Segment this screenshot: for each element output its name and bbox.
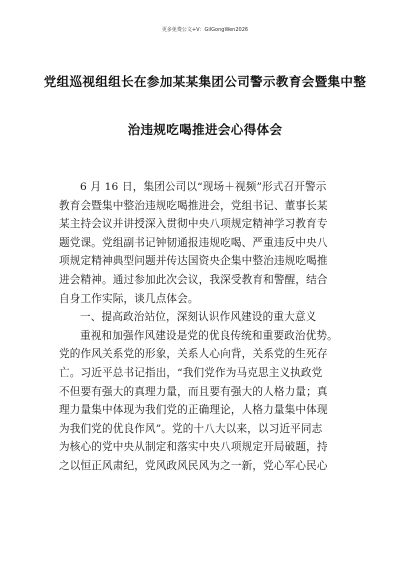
section-heading: 一、提高政治站位，深刻认识作风建设的重大意义	[80, 311, 317, 324]
body-line: 为核心的党中央从制定和落实中央八项规定开局破题，持	[59, 441, 328, 454]
body-line: 进会精神。通过参加此次会议，我深受教育和警醒，结合	[59, 273, 328, 286]
header-note: 更多免费公文+V：GilGongWen2026	[161, 27, 249, 33]
body-line: 为我们党的优良作风”。党的十八大以来，以习近平同志	[59, 422, 323, 435]
body-line: 项规定精神典型问题并传达国资央企集中整治违规吃喝推	[59, 255, 328, 268]
document-title-line-1: 党组巡视组组长在参加某某集团公司警示教育会暨集中整	[43, 74, 367, 89]
document-title-line-2: 治违规吃喝推进会心得体会	[127, 122, 283, 137]
body-line: 重视和加强作风建设是党的优良传统和重要政治优势。	[80, 329, 338, 342]
document-body	[59, 178, 359, 476]
body-line: 理力量集中体现为我们党的正确理论，人格力量集中体现	[59, 404, 328, 417]
body-line: 之以恒正风肃纪，党风政风民风为之一新，党心军心民心	[59, 459, 328, 472]
body-line: 不但要有强大的真理力量，而且要有强大的人格力量；真	[59, 385, 328, 398]
body-line: 6 月 16 日，集团公司以“现场＋视频”形式召开警示	[80, 181, 327, 193]
body-line: 某主持会议并讲授深入贯彻中央八项规定精神学习教育专	[59, 218, 328, 231]
body-line: 自身工作实际，谈几点体会。	[59, 292, 199, 305]
body-line: 教育会暨集中整治违规吃喝推进会，党组书记、董事长某	[59, 199, 328, 212]
body-line: 党的作风关系党的形象，关系人心向背，关系党的生死存	[59, 348, 328, 361]
body-line: 亡。习近平总书记指出，“我们党作为马克思主义执政党	[59, 366, 323, 379]
body-line: 题党课。党组副书记钟韧通报违规吃喝、严重违反中央八	[59, 236, 328, 249]
